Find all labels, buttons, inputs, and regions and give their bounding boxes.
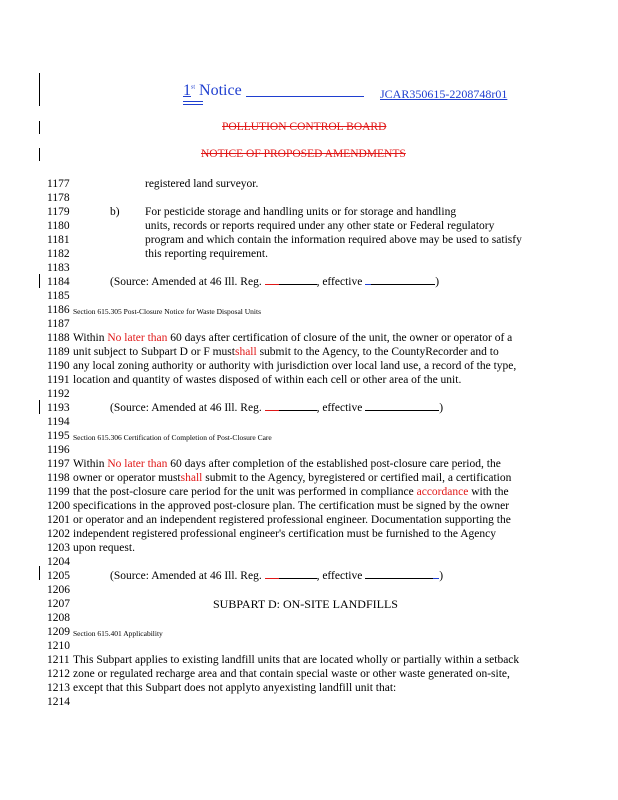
line-number: 1182 (47, 248, 70, 260)
line-number: 1188 (47, 332, 70, 344)
line-text-start: unit subject to Subpart D or F must (73, 346, 235, 358)
red-dash (265, 578, 279, 579)
inserted-text: No later than (107, 458, 168, 470)
line-number: 1186 (47, 304, 70, 316)
change-bar (39, 73, 40, 106)
date-blank (365, 578, 433, 579)
notice-label: Notice (199, 82, 242, 99)
source-prefix: (Source: Amended at 46 Ill. Reg. (110, 402, 265, 414)
deleted-text: Within (73, 458, 108, 470)
line-text: upon request. (73, 542, 135, 554)
change-bar (39, 148, 40, 161)
inserted-text: accordance (416, 486, 469, 498)
line-text-start: that the post-closure care period for the unit was performed in compliance (73, 486, 417, 498)
line-text: zone or regulated recharge area and that contain special waste or other waste generated on-site, (73, 668, 510, 680)
reg-blank (279, 578, 317, 579)
source-note (110, 570, 443, 582)
line-text: location and quantity of wastes disposed of within each cell or other area of the unit. (73, 374, 462, 386)
source-end: ) (435, 276, 440, 288)
line-number: 1209 (47, 626, 70, 638)
change-bar (39, 566, 40, 580)
source-note (110, 402, 443, 414)
document-id: JCAR350615-2208748r01 (380, 87, 508, 101)
line-number: 1183 (47, 262, 70, 274)
line-number: 1211 (47, 654, 70, 666)
change-bar (39, 400, 40, 414)
line-number: 1212 (47, 668, 70, 680)
line-text: registered land surveyor. (145, 178, 259, 190)
date-blank (365, 410, 439, 411)
line-number: 1206 (47, 584, 70, 596)
red-dash (265, 284, 279, 285)
line-text (73, 332, 512, 344)
notice-title: NOTICE OF PROPOSED AMENDMENTS (201, 148, 406, 160)
line-text-rest: submit to the Agency, byregistered or certified mail, a certification (202, 472, 512, 484)
line-text (73, 346, 499, 358)
source-mid: , effective (316, 570, 366, 582)
line-number: 1177 (47, 178, 70, 190)
line-number: 1205 (47, 570, 70, 582)
line-number: 1200 (47, 500, 70, 512)
line-number: 1191 (47, 374, 70, 386)
line-number: 1195 (47, 430, 70, 442)
inserted-text: No later than (107, 332, 168, 344)
line-text (73, 486, 509, 498)
section-heading: Section 615.305 Post-Closure Notice for Waste Disposal Units (73, 307, 261, 316)
reg-blank (279, 284, 317, 285)
line-text-start: owner or operator must (73, 472, 181, 484)
date-blank (371, 284, 435, 285)
line-number: 1189 (47, 346, 70, 358)
line-text: except that this Subpart does not applyto anyexisting landfill unit that: (73, 682, 397, 694)
line-text: any local zoning authority or authority with jurisdiction over local land use, a record of the type, (73, 360, 517, 372)
line-number: 1207 (47, 598, 70, 610)
line-text-rest: 60 days after completion of the established post-closure care period, the (167, 458, 501, 470)
line-number: 1180 (47, 220, 70, 232)
line-number: 1203 (47, 542, 70, 554)
source-mid: , effective (316, 402, 366, 414)
line-number: 1178 (47, 192, 70, 204)
reg-blank (279, 410, 317, 411)
line-number: 1196 (47, 444, 70, 456)
header-underline (183, 104, 203, 105)
line-text (73, 458, 501, 470)
line-number: 1199 (47, 486, 70, 498)
list-label: b) (110, 206, 120, 218)
source-end: ) (439, 570, 444, 582)
header-underline (183, 101, 203, 102)
line-number: 1213 (47, 682, 70, 694)
line-number: 1181 (47, 234, 70, 246)
line-number: 1194 (47, 416, 70, 428)
line-number: 1187 (47, 318, 70, 330)
page-header (183, 82, 364, 100)
source-prefix: (Source: Amended at 46 Ill. Reg. (110, 276, 265, 288)
line-text: units, records or reports required under any other state or Federal regulatory (145, 220, 495, 232)
subpart-heading: SUBPART D: ON-SITE LANDFILLS (213, 597, 398, 611)
line-number: 1197 (47, 458, 70, 470)
deleted-text: Within (73, 332, 108, 344)
line-number: 1201 (47, 514, 70, 526)
line-text: This Subpart applies to existing landfill units that are located wholly or partially within a setback (73, 654, 520, 666)
change-bar (39, 121, 40, 134)
page-number-suffix: st (191, 84, 196, 91)
line-number: 1192 (47, 388, 70, 400)
line-number: 1185 (47, 290, 70, 302)
line-text (73, 472, 511, 484)
line-number: 1214 (47, 696, 70, 708)
line-number: 1202 (47, 528, 70, 540)
line-text: independent registered professional engineer's certification must be furnished to the Agency (73, 528, 496, 540)
line-number: 1198 (47, 472, 70, 484)
source-prefix: (Source: Amended at 46 Ill. Reg. (110, 570, 265, 582)
source-end: ) (439, 402, 444, 414)
line-number: 1190 (47, 360, 70, 372)
line-number: 1210 (47, 640, 70, 652)
line-text: this reporting requirement. (145, 248, 268, 260)
line-text-rest: submit to the Agency, to the CountyRecorder and to (256, 346, 499, 358)
agency-title: POLLUTION CONTROL BOARD (222, 121, 387, 133)
line-text: or operator and an independent registered professional engineer. Documentation supporting the (73, 514, 511, 526)
section-heading: Section 615.401 Applicability (73, 629, 163, 638)
line-text: For pesticide storage and handling units or for storage and handling (145, 206, 457, 218)
line-number: 1193 (47, 402, 70, 414)
source-note (110, 276, 439, 288)
line-text-rest: with the (468, 486, 509, 498)
inserted-text: shall (180, 472, 203, 484)
section-heading: Section 615.306 Certification of Completion of Post-Closure Care (73, 433, 272, 442)
line-text-rest: 60 days after certification of closure of the unit, the owner or operator of a (167, 332, 513, 344)
line-text: program and which contain the information required above may be used to satisfy (145, 234, 522, 246)
line-number: 1184 (47, 276, 70, 288)
inserted-text: shall (234, 346, 257, 358)
page-number: 1 (183, 82, 191, 99)
source-mid: , effective (316, 276, 366, 288)
line-text: specifications in the approved post-closure plan. The certification must be signed by the owner (73, 500, 510, 512)
line-number: 1179 (47, 206, 70, 218)
line-number: 1208 (47, 612, 70, 624)
change-bar (39, 274, 40, 288)
header-rule (246, 84, 364, 97)
red-dash (265, 410, 279, 411)
line-number: 1204 (47, 556, 70, 568)
